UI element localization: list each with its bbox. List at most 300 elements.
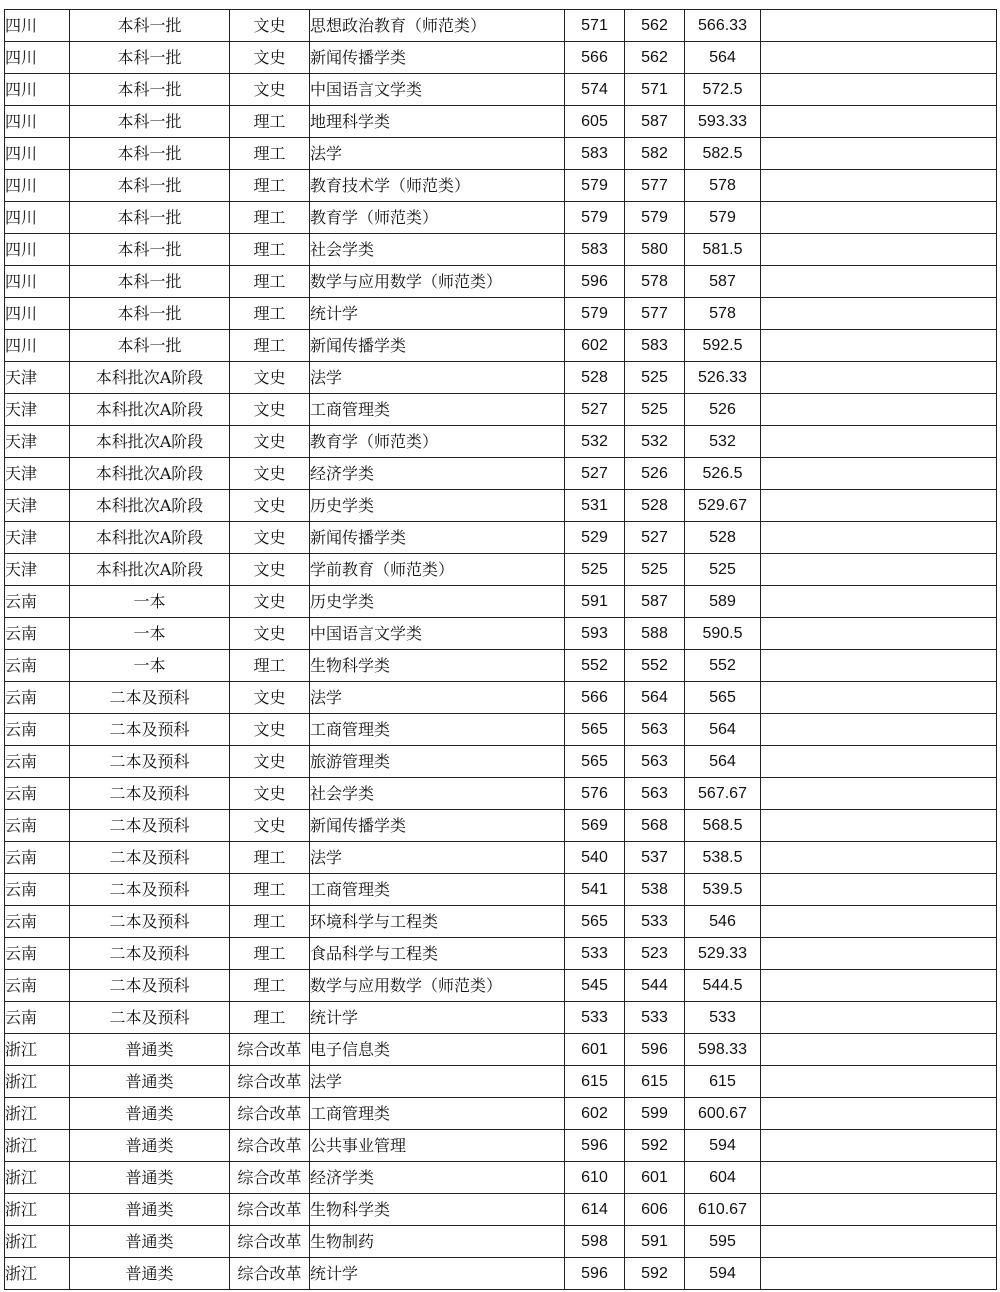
table-row [5, 1162, 997, 1194]
max-score-cell: 593 [565, 618, 625, 650]
min-score-cell: 552 [625, 650, 685, 682]
table-row [5, 170, 997, 202]
max-score-cell: 527 [565, 394, 625, 426]
subject-cell: 综合改革 [230, 1098, 310, 1130]
subject-cell: 综合改革 [230, 1162, 310, 1194]
table-row [5, 970, 997, 1002]
min-score-cell: 588 [625, 618, 685, 650]
batch-cell: 二本及预科 [70, 1002, 230, 1034]
min-score-cell: 527 [625, 522, 685, 554]
table-row [5, 330, 997, 362]
empty-note-cell [761, 1258, 997, 1290]
major-cell: 中国语言文学类 [310, 74, 565, 106]
batch-cell: 二本及预科 [70, 874, 230, 906]
province-cell: 四川 [5, 202, 70, 234]
avg-score-cell: 529.67 [685, 490, 761, 522]
major-cell: 新闻传播学类 [310, 42, 565, 74]
min-score-cell: 563 [625, 714, 685, 746]
empty-note-cell [761, 1034, 997, 1066]
province-cell: 浙江 [5, 1162, 70, 1194]
major-cell: 工商管理类 [310, 714, 565, 746]
table-row [5, 1002, 997, 1034]
empty-note-cell [761, 170, 997, 202]
max-score-cell: 576 [565, 778, 625, 810]
province-cell: 天津 [5, 394, 70, 426]
subject-cell: 理工 [230, 842, 310, 874]
batch-cell: 一本 [70, 586, 230, 618]
major-cell: 工商管理类 [310, 1098, 565, 1130]
min-score-cell: 562 [625, 42, 685, 74]
major-cell: 环境科学与工程类 [310, 906, 565, 938]
subject-cell: 文史 [230, 74, 310, 106]
max-score-cell: 531 [565, 490, 625, 522]
empty-note-cell [761, 426, 997, 458]
max-score-cell: 615 [565, 1066, 625, 1098]
empty-note-cell [761, 1226, 997, 1258]
empty-note-cell [761, 522, 997, 554]
major-cell: 统计学 [310, 1002, 565, 1034]
empty-note-cell [761, 554, 997, 586]
avg-score-cell: 610.67 [685, 1194, 761, 1226]
empty-note-cell [761, 970, 997, 1002]
table-row [5, 778, 997, 810]
max-score-cell: 574 [565, 74, 625, 106]
max-score-cell: 545 [565, 970, 625, 1002]
table-row [5, 1226, 997, 1258]
province-cell: 云南 [5, 586, 70, 618]
batch-cell: 二本及预科 [70, 906, 230, 938]
empty-note-cell [761, 938, 997, 970]
min-score-cell: 528 [625, 490, 685, 522]
subject-cell: 理工 [230, 170, 310, 202]
batch-cell: 普通类 [70, 1098, 230, 1130]
subject-cell: 综合改革 [230, 1226, 310, 1258]
major-cell: 数学与应用数学（师范类） [310, 266, 565, 298]
province-cell: 云南 [5, 906, 70, 938]
batch-cell: 本科一批 [70, 138, 230, 170]
province-cell: 云南 [5, 682, 70, 714]
empty-note-cell [761, 714, 997, 746]
max-score-cell: 605 [565, 106, 625, 138]
table-row [5, 522, 997, 554]
table-row [5, 202, 997, 234]
avg-score-cell: 604 [685, 1162, 761, 1194]
empty-note-cell [761, 10, 997, 42]
empty-note-cell [761, 906, 997, 938]
province-cell: 云南 [5, 874, 70, 906]
subject-cell: 文史 [230, 522, 310, 554]
table-row [5, 298, 997, 330]
province-cell: 云南 [5, 746, 70, 778]
max-score-cell: 566 [565, 42, 625, 74]
subject-cell: 文史 [230, 586, 310, 618]
province-cell: 云南 [5, 938, 70, 970]
min-score-cell: 596 [625, 1034, 685, 1066]
max-score-cell: 565 [565, 746, 625, 778]
table-row [5, 1098, 997, 1130]
subject-cell: 文史 [230, 810, 310, 842]
avg-score-cell: 594 [685, 1258, 761, 1290]
empty-note-cell [761, 394, 997, 426]
max-score-cell: 610 [565, 1162, 625, 1194]
max-score-cell: 579 [565, 298, 625, 330]
province-cell: 四川 [5, 170, 70, 202]
avg-score-cell: 590.5 [685, 618, 761, 650]
major-cell: 地理科学类 [310, 106, 565, 138]
avg-score-cell: 564 [685, 746, 761, 778]
major-cell: 法学 [310, 682, 565, 714]
avg-score-cell: 572.5 [685, 74, 761, 106]
province-cell: 浙江 [5, 1098, 70, 1130]
avg-score-cell: 544.5 [685, 970, 761, 1002]
table-row [5, 490, 997, 522]
max-score-cell: 579 [565, 202, 625, 234]
min-score-cell: 525 [625, 394, 685, 426]
province-cell: 四川 [5, 138, 70, 170]
subject-cell: 文史 [230, 426, 310, 458]
empty-note-cell [761, 106, 997, 138]
empty-note-cell [761, 1194, 997, 1226]
empty-note-cell [761, 682, 997, 714]
table-row [5, 138, 997, 170]
batch-cell: 本科批次A阶段 [70, 362, 230, 394]
province-cell: 天津 [5, 458, 70, 490]
batch-cell: 二本及预科 [70, 938, 230, 970]
min-score-cell: 571 [625, 74, 685, 106]
table-row [5, 746, 997, 778]
avg-score-cell: 594 [685, 1130, 761, 1162]
table-row [5, 10, 997, 42]
subject-cell: 理工 [230, 138, 310, 170]
table-row [5, 1194, 997, 1226]
min-score-cell: 563 [625, 778, 685, 810]
min-score-cell: 533 [625, 906, 685, 938]
min-score-cell: 525 [625, 362, 685, 394]
avg-score-cell: 567.67 [685, 778, 761, 810]
province-cell: 浙江 [5, 1034, 70, 1066]
table-row [5, 938, 997, 970]
empty-note-cell [761, 138, 997, 170]
min-score-cell: 523 [625, 938, 685, 970]
batch-cell: 二本及预科 [70, 682, 230, 714]
table-row [5, 650, 997, 682]
max-score-cell: 601 [565, 1034, 625, 1066]
major-cell: 食品科学与工程类 [310, 938, 565, 970]
avg-score-cell: 578 [685, 298, 761, 330]
major-cell: 数学与应用数学（师范类） [310, 970, 565, 1002]
table-row [5, 458, 997, 490]
empty-note-cell [761, 1162, 997, 1194]
max-score-cell: 602 [565, 330, 625, 362]
subject-cell: 文史 [230, 746, 310, 778]
province-cell: 四川 [5, 42, 70, 74]
table-row [5, 618, 997, 650]
province-cell: 浙江 [5, 1194, 70, 1226]
subject-cell: 文史 [230, 10, 310, 42]
avg-score-cell: 593.33 [685, 106, 761, 138]
table-row [5, 554, 997, 586]
avg-score-cell: 592.5 [685, 330, 761, 362]
avg-score-cell: 532 [685, 426, 761, 458]
major-cell: 新闻传播学类 [310, 522, 565, 554]
empty-note-cell [761, 586, 997, 618]
province-cell: 四川 [5, 298, 70, 330]
province-cell: 云南 [5, 778, 70, 810]
avg-score-cell: 526.33 [685, 362, 761, 394]
subject-cell: 文史 [230, 554, 310, 586]
min-score-cell: 525 [625, 554, 685, 586]
empty-note-cell [761, 490, 997, 522]
subject-cell: 综合改革 [230, 1130, 310, 1162]
subject-cell: 综合改革 [230, 1194, 310, 1226]
province-cell: 浙江 [5, 1226, 70, 1258]
max-score-cell: 598 [565, 1226, 625, 1258]
avg-score-cell: 568.5 [685, 810, 761, 842]
min-score-cell: 601 [625, 1162, 685, 1194]
major-cell: 经济学类 [310, 458, 565, 490]
batch-cell: 本科一批 [70, 170, 230, 202]
table-row [5, 682, 997, 714]
batch-cell: 本科一批 [70, 266, 230, 298]
empty-note-cell [761, 746, 997, 778]
province-cell: 天津 [5, 522, 70, 554]
max-score-cell: 540 [565, 842, 625, 874]
subject-cell: 理工 [230, 906, 310, 938]
empty-note-cell [761, 842, 997, 874]
table-row [5, 106, 997, 138]
empty-note-cell [761, 458, 997, 490]
max-score-cell: 569 [565, 810, 625, 842]
province-cell: 天津 [5, 554, 70, 586]
province-cell: 云南 [5, 842, 70, 874]
table-row [5, 426, 997, 458]
batch-cell: 普通类 [70, 1162, 230, 1194]
max-score-cell: 533 [565, 938, 625, 970]
max-score-cell: 614 [565, 1194, 625, 1226]
empty-note-cell [761, 266, 997, 298]
major-cell: 电子信息类 [310, 1034, 565, 1066]
avg-score-cell: 565 [685, 682, 761, 714]
avg-score-cell: 529.33 [685, 938, 761, 970]
max-score-cell: 532 [565, 426, 625, 458]
table-row [5, 394, 997, 426]
avg-score-cell: 526 [685, 394, 761, 426]
subject-cell: 文史 [230, 42, 310, 74]
avg-score-cell: 564 [685, 42, 761, 74]
batch-cell: 本科一批 [70, 42, 230, 74]
table-row [5, 586, 997, 618]
avg-score-cell: 539.5 [685, 874, 761, 906]
subject-cell: 理工 [230, 266, 310, 298]
province-cell: 天津 [5, 426, 70, 458]
table-row [5, 714, 997, 746]
avg-score-cell: 538.5 [685, 842, 761, 874]
avg-score-cell: 528 [685, 522, 761, 554]
avg-score-cell: 526.5 [685, 458, 761, 490]
empty-note-cell [761, 362, 997, 394]
batch-cell: 本科一批 [70, 234, 230, 266]
min-score-cell: 577 [625, 170, 685, 202]
max-score-cell: 579 [565, 170, 625, 202]
min-score-cell: 533 [625, 1002, 685, 1034]
province-cell: 云南 [5, 650, 70, 682]
table-row [5, 362, 997, 394]
province-cell: 四川 [5, 266, 70, 298]
min-score-cell: 538 [625, 874, 685, 906]
major-cell: 统计学 [310, 298, 565, 330]
subject-cell: 文史 [230, 778, 310, 810]
major-cell: 法学 [310, 1066, 565, 1098]
province-cell: 天津 [5, 490, 70, 522]
batch-cell: 普通类 [70, 1130, 230, 1162]
major-cell: 工商管理类 [310, 874, 565, 906]
table-row [5, 874, 997, 906]
major-cell: 社会学类 [310, 234, 565, 266]
major-cell: 教育技术学（师范类） [310, 170, 565, 202]
province-cell: 浙江 [5, 1258, 70, 1290]
max-score-cell: 528 [565, 362, 625, 394]
province-cell: 四川 [5, 234, 70, 266]
province-cell: 天津 [5, 362, 70, 394]
max-score-cell: 583 [565, 138, 625, 170]
avg-score-cell: 581.5 [685, 234, 761, 266]
major-cell: 法学 [310, 138, 565, 170]
province-cell: 四川 [5, 74, 70, 106]
province-cell: 浙江 [5, 1066, 70, 1098]
table-row [5, 234, 997, 266]
min-score-cell: 562 [625, 10, 685, 42]
table-row [5, 842, 997, 874]
max-score-cell: 596 [565, 266, 625, 298]
subject-cell: 综合改革 [230, 1066, 310, 1098]
batch-cell: 本科一批 [70, 330, 230, 362]
batch-cell: 普通类 [70, 1226, 230, 1258]
major-cell: 思想政治教育（师范类） [310, 10, 565, 42]
min-score-cell: 537 [625, 842, 685, 874]
avg-score-cell: 564 [685, 714, 761, 746]
major-cell: 新闻传播学类 [310, 810, 565, 842]
max-score-cell: 571 [565, 10, 625, 42]
avg-score-cell: 598.33 [685, 1034, 761, 1066]
province-cell: 云南 [5, 970, 70, 1002]
max-score-cell: 565 [565, 906, 625, 938]
major-cell: 生物制药 [310, 1226, 565, 1258]
table-row [5, 810, 997, 842]
subject-cell: 理工 [230, 234, 310, 266]
batch-cell: 本科一批 [70, 106, 230, 138]
min-score-cell: 544 [625, 970, 685, 1002]
major-cell: 法学 [310, 842, 565, 874]
max-score-cell: 541 [565, 874, 625, 906]
empty-note-cell [761, 650, 997, 682]
batch-cell: 普通类 [70, 1258, 230, 1290]
empty-note-cell [761, 1098, 997, 1130]
subject-cell: 理工 [230, 106, 310, 138]
subject-cell: 理工 [230, 330, 310, 362]
subject-cell: 理工 [230, 650, 310, 682]
avg-score-cell: 587 [685, 266, 761, 298]
table-row [5, 74, 997, 106]
empty-note-cell [761, 874, 997, 906]
major-cell: 生物科学类 [310, 1194, 565, 1226]
major-cell: 统计学 [310, 1258, 565, 1290]
subject-cell: 文史 [230, 458, 310, 490]
min-score-cell: 568 [625, 810, 685, 842]
batch-cell: 本科一批 [70, 74, 230, 106]
table-row [5, 1034, 997, 1066]
avg-score-cell: 595 [685, 1226, 761, 1258]
subject-cell: 理工 [230, 298, 310, 330]
empty-note-cell [761, 618, 997, 650]
empty-note-cell [761, 1130, 997, 1162]
min-score-cell: 583 [625, 330, 685, 362]
subject-cell: 理工 [230, 874, 310, 906]
subject-cell: 文史 [230, 490, 310, 522]
max-score-cell: 566 [565, 682, 625, 714]
min-score-cell: 532 [625, 426, 685, 458]
avg-score-cell: 615 [685, 1066, 761, 1098]
subject-cell: 文史 [230, 714, 310, 746]
subject-cell: 文史 [230, 362, 310, 394]
major-cell: 公共事业管理 [310, 1130, 565, 1162]
min-score-cell: 606 [625, 1194, 685, 1226]
min-score-cell: 592 [625, 1130, 685, 1162]
subject-cell: 理工 [230, 202, 310, 234]
empty-note-cell [761, 42, 997, 74]
table-row [5, 1130, 997, 1162]
max-score-cell: 596 [565, 1130, 625, 1162]
province-cell: 四川 [5, 330, 70, 362]
table-row [5, 266, 997, 298]
batch-cell: 二本及预科 [70, 810, 230, 842]
major-cell: 经济学类 [310, 1162, 565, 1194]
max-score-cell: 527 [565, 458, 625, 490]
avg-score-cell: 582.5 [685, 138, 761, 170]
batch-cell: 本科一批 [70, 10, 230, 42]
batch-cell: 本科批次A阶段 [70, 490, 230, 522]
major-cell: 旅游管理类 [310, 746, 565, 778]
table-row [5, 1066, 997, 1098]
max-score-cell: 602 [565, 1098, 625, 1130]
major-cell: 教育学（师范类） [310, 202, 565, 234]
province-cell: 四川 [5, 10, 70, 42]
max-score-cell: 525 [565, 554, 625, 586]
max-score-cell: 565 [565, 714, 625, 746]
subject-cell: 文史 [230, 682, 310, 714]
empty-note-cell [761, 234, 997, 266]
batch-cell: 本科批次A阶段 [70, 394, 230, 426]
min-score-cell: 615 [625, 1066, 685, 1098]
major-cell: 生物科学类 [310, 650, 565, 682]
min-score-cell: 591 [625, 1226, 685, 1258]
max-score-cell: 596 [565, 1258, 625, 1290]
batch-cell: 本科批次A阶段 [70, 426, 230, 458]
batch-cell: 一本 [70, 650, 230, 682]
max-score-cell: 533 [565, 1002, 625, 1034]
max-score-cell: 552 [565, 650, 625, 682]
min-score-cell: 578 [625, 266, 685, 298]
empty-note-cell [761, 1066, 997, 1098]
subject-cell: 文史 [230, 394, 310, 426]
min-score-cell: 587 [625, 586, 685, 618]
batch-cell: 普通类 [70, 1194, 230, 1226]
min-score-cell: 599 [625, 1098, 685, 1130]
empty-note-cell [761, 810, 997, 842]
min-score-cell: 587 [625, 106, 685, 138]
batch-cell: 二本及预科 [70, 842, 230, 874]
subject-cell: 文史 [230, 618, 310, 650]
batch-cell: 二本及预科 [70, 746, 230, 778]
